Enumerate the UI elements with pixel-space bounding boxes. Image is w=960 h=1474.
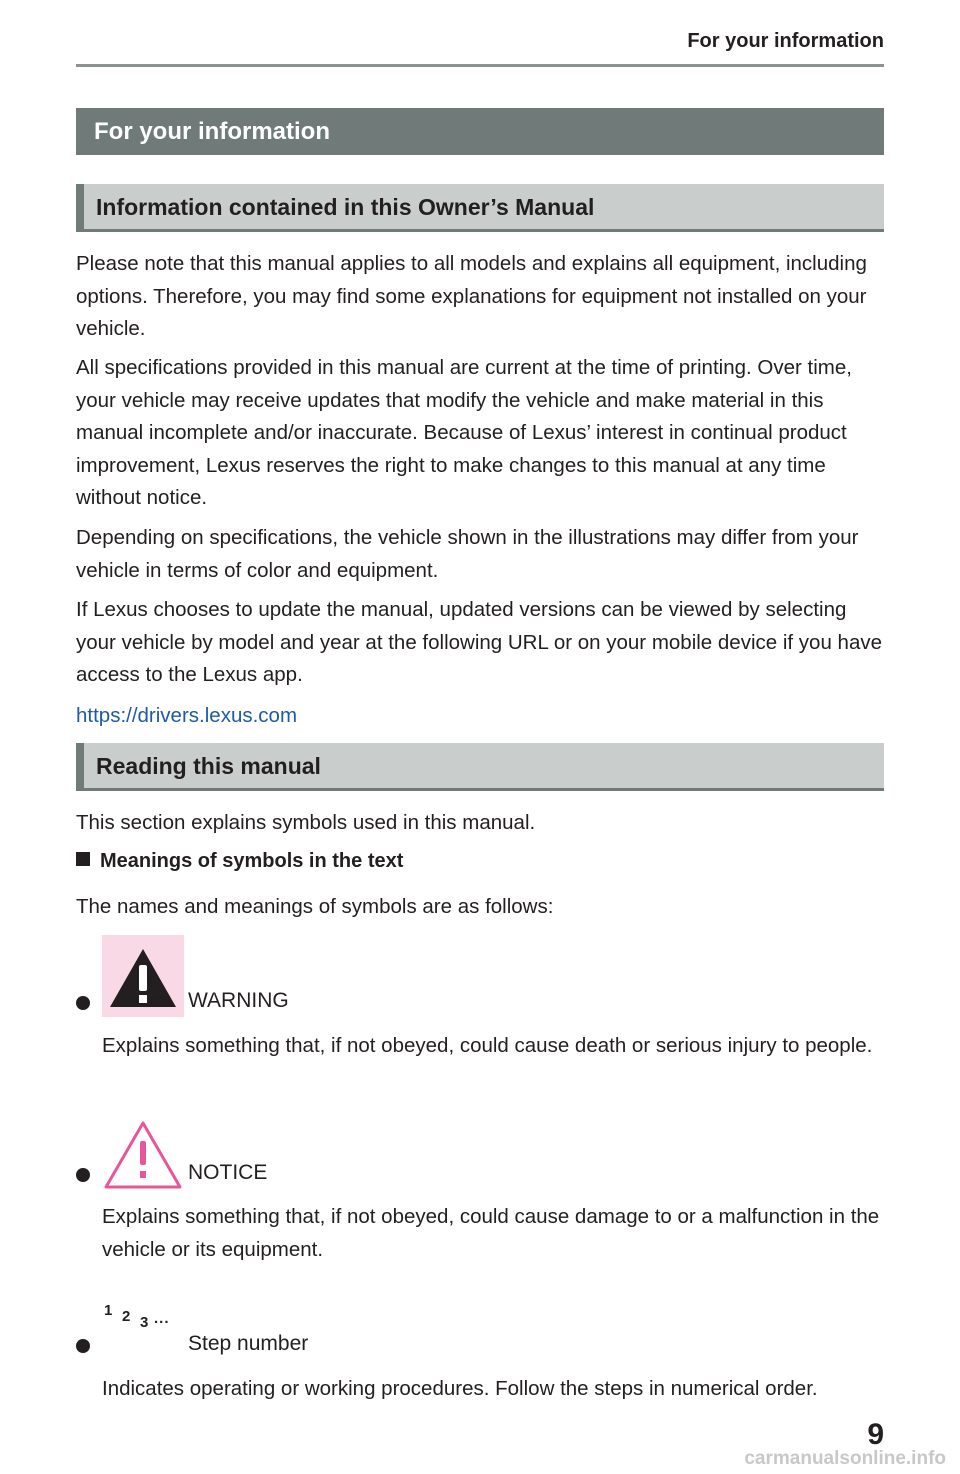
symbols-intro: The names and meanings of symbols are as follows: bbox=[76, 895, 554, 918]
step-bullet bbox=[76, 1339, 90, 1353]
square-bullet-icon bbox=[76, 852, 90, 866]
symbols-subheading-text: Meanings of symbols in the text bbox=[100, 850, 404, 872]
step-glyph-ellipsis: ... bbox=[154, 1310, 170, 1327]
step-label: Step number bbox=[188, 1332, 309, 1355]
symbols-subheading bbox=[76, 850, 403, 873]
info-subsection-bar bbox=[76, 184, 884, 232]
step-glyph-3: 3 bbox=[140, 1314, 149, 1331]
section-title: For your information bbox=[76, 108, 884, 155]
warning-bullet bbox=[76, 996, 90, 1010]
notice-triangle-icon bbox=[102, 1117, 184, 1199]
step-glyph-1: 1 bbox=[104, 1302, 113, 1319]
warning-label: WARNING bbox=[188, 989, 289, 1012]
step-glyph-2: 2 bbox=[122, 1308, 131, 1325]
drivers-url-link[interactable]: https://drivers.lexus.com bbox=[76, 704, 298, 727]
notice-label: NOTICE bbox=[188, 1161, 268, 1184]
warning-description: Explains something that, if not obeyed, could cause death or serious injury to people. bbox=[102, 1034, 873, 1057]
info-paragraph-2: All specifications provided in this manual are current at the time of printing. Over time, your vehicle may receive updates that modify the vehicle and make material in this manual incomplete and/or inaccurate. Because of Lexus’ interest in continual product improvement, Lexus reserves the right to make changes to this manual at any time without notice. bbox=[76, 356, 852, 509]
reading-intro: This section explains symbols used in this manual. bbox=[76, 811, 536, 834]
step-number-icon bbox=[100, 1302, 186, 1332]
warning-triangle-icon bbox=[102, 935, 184, 1017]
info-subsection-title: Information contained in this Owner’s Manual bbox=[96, 194, 595, 220]
watermark: carmanualsonline.info bbox=[744, 1448, 946, 1469]
header-rule bbox=[76, 64, 884, 67]
running-header: For your information bbox=[687, 30, 884, 52]
reading-subsection-bar bbox=[76, 743, 884, 791]
info-paragraph-3: Depending on specifications, the vehicle shown in the illustrations may differ from your vehicle in terms of color and equipment. bbox=[76, 526, 859, 582]
page-number: 9 bbox=[867, 1418, 884, 1451]
info-paragraph-1: Please note that this manual applies to all models and explains all equipment, including options. Therefore, you may find some explanations for equipment not installed on your vehicle. bbox=[76, 252, 867, 340]
reading-subsection-title: Reading this manual bbox=[96, 753, 321, 779]
notice-description: Explains something that, if not obeyed, could cause damage to or a malfunction in the vehicle or its equipment. bbox=[102, 1205, 880, 1261]
info-paragraph-4: If Lexus chooses to update the manual, updated versions can be viewed by selecting your vehicle by model and year at the following URL or on your mobile device if you have access to the Lexus app. bbox=[76, 598, 883, 686]
notice-bullet bbox=[76, 1168, 90, 1182]
step-description: Indicates operating or working procedures. Follow the steps in numerical order. bbox=[102, 1377, 818, 1400]
